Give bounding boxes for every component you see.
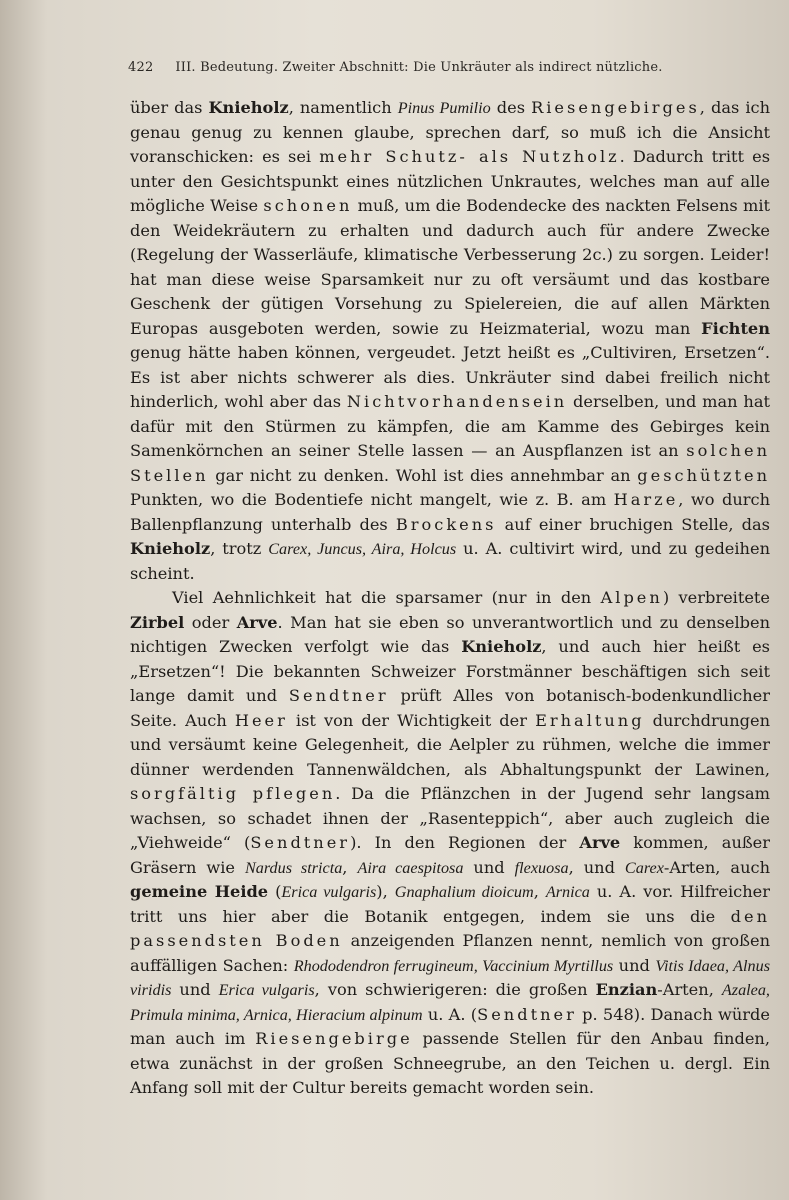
term-zirbel: Zirbel: [130, 612, 185, 632]
text-run: derselben, und man hat dafür mit den Stürmen zu kämpfen, die am Kamme des Gebirges kein Samenkörnchen an seiner Stelle lassen — an Auspflanzen ist an: [130, 392, 770, 460]
text-run: prüft Alles von botanisch-bodenkundlicher Seite. Auch: [130, 686, 770, 730]
place-name: Harze: [613, 490, 679, 509]
text-run: ,: [342, 857, 358, 877]
text-run: , trotz: [210, 539, 269, 558]
latin-name: Arnica: [545, 883, 590, 901]
text-run: -Arten, auch: [663, 857, 770, 877]
text-run: gar nicht zu denken. Wohl ist dies annehmbar an: [208, 465, 638, 485]
place-name: Riesengebirge: [255, 1029, 413, 1048]
text-run: , von schwierigeren: die großen: [314, 980, 596, 999]
text-run: Punkten, wo die Bodentiefe nicht mangelt, wie z. B. am: [130, 490, 614, 509]
text-run: passende Stellen für den Anbau finden, etwa zunächst in der großen Schneegrube, an den Teichen u. dergl. Ein Anfang soll mit der Cultur bereits gemacht worden sein.: [130, 1029, 770, 1097]
term-arve: Arve: [236, 612, 278, 632]
text-run: und: [463, 857, 515, 877]
latin-name: flexuosa: [514, 858, 569, 877]
running-title: III. Bedeutung. Zweiter Abschnitt: Die Unkräuter als indirect nützliche.: [175, 60, 663, 75]
author-name: Sendtner: [250, 833, 351, 852]
text-run: und: [613, 955, 656, 975]
latin-name: Erica vulgaris: [281, 883, 377, 901]
text-run: , das ich genau genug zu kennen glaube, sprechen darf, so muß ich die Ansicht voranschicken: es sei: [130, 98, 770, 166]
text-run: Viel Aehnlichkeit hat die sparsamer (nur in den: [172, 588, 601, 607]
latin-name: Erica vulgaris: [218, 981, 315, 999]
author-name: Heer: [234, 710, 288, 730]
latin-name: Azalea, Primula minima, Arnica, Hieracium alpinum: [130, 981, 770, 1024]
page-number: 422: [128, 60, 154, 75]
running-header: [128, 60, 698, 75]
text-run: . Dadurch tritt es unter den Gesichtspunkt eines nützlichen Unkrautes, welches man auf alle mögliche Weise: [130, 147, 771, 215]
text-run: auf einer bruchigen Stelle, das: [496, 514, 770, 534]
text-run: , und: [568, 857, 625, 877]
text-run: ) verbreitete: [662, 588, 770, 607]
place-name: Riesengebirges: [531, 98, 700, 117]
text-run: . Man hat sie eben so unverantwortlich und zu denselben nichtigen Zwecken verfolgt wie das: [130, 612, 770, 656]
text-run: u. A. vor. Hilfreicher tritt uns hier aber die Botanik entgegen, indem sie uns die: [130, 882, 770, 926]
text-run: p. 548). Danach würde man auch im: [130, 1004, 770, 1048]
text-run: und: [171, 980, 219, 999]
text-run: kommen, außer Gräsern wie: [130, 833, 771, 877]
text-run: muß, um die Bodendecke des nackten Felsens mit den Weidekräutern zu erhalten und dadurch auch für andere Zwecke (Regelung der Wasserläufe, klimatische Verbesserung 2c.) zu sorgen. Leider! hat man diese weise Sparsamkeit nur zu oft versäumt und das kostbare Geschenk der gütigen Vorsehung zu Spielereien, die auf allen Märkten Europas ausgeboten werden, sowie zu Heizmaterial, wozu man: [130, 196, 770, 338]
page-body: [130, 96, 770, 1101]
paragraph-2: [130, 586, 770, 1101]
author-name: Sendtner: [288, 686, 389, 705]
text-run: , namentlich: [288, 98, 398, 117]
term-arve: Arve: [579, 833, 621, 852]
emphasis: schonen: [263, 196, 353, 215]
latin-name: Aira caespitosa: [357, 858, 464, 877]
emphasis: mehr Schutz- als Nutzholz: [319, 147, 620, 166]
text-run: . Da die Pflänzchen in der Jugend sehr langsam wachsen, so schadet ihnen der „Rasenteppich“, aber auch zugleich die „Viehweide“ (: [130, 784, 771, 852]
text-run: ),: [376, 882, 395, 901]
text-run: über das: [130, 98, 209, 117]
latin-name: Carex, Juncus, Aira, Holcus: [268, 540, 457, 558]
latin-name: Rhododendron ferrugineum, Vaccinium Myrtillus: [293, 956, 614, 975]
latin-name: Vitis Idaea, Alnus viridis: [130, 956, 770, 999]
text-run: ,: [533, 882, 546, 901]
latin-name: Pinus Pumilio: [397, 99, 491, 117]
emphasis: sorgfältig pflegen: [130, 784, 336, 803]
emphasis: Nichtvorhandensein: [346, 392, 568, 411]
place-name: Brockens: [395, 514, 497, 534]
text-run: u. A. cultivirt wird, und zu gedeihen scheint.: [130, 539, 770, 583]
latin-name: Gnaphalium dioicum: [394, 883, 534, 901]
emphasis: solchen Stellen: [130, 441, 770, 485]
text-run: (: [268, 882, 282, 901]
term-fichten: Fichten: [701, 318, 770, 338]
text-run: , wo durch Ballenpflanzung unterhalb des: [130, 490, 770, 534]
text-run: , und auch hier heißt es „Ersetzen“! Die bekannten Schweizer Forstmänner beschäftigen sich seit lange damit und: [130, 637, 770, 705]
term-knieholz: Knieholz: [208, 98, 289, 117]
text-run: ist von der Wichtigkeit der: [287, 710, 536, 730]
place-name: Alpen: [600, 588, 663, 607]
text-run: ). In den Regionen der: [350, 833, 580, 852]
text-run: u. A. (: [422, 1004, 478, 1024]
text-run: oder: [184, 612, 237, 632]
emphasis: den passendsten Boden: [130, 906, 770, 950]
text-run: durchdrungen und versäumt keine Gelegenheit, die Aelpler zu rühmen, welche die immer dünner werdenden Tannenwäldchen, als Abhaltungspunkt der Lawinen,: [130, 710, 770, 779]
latin-name: Nardus stricta: [244, 858, 343, 877]
text-run: -Arten,: [657, 980, 722, 999]
paragraph-1: [130, 96, 770, 586]
term-gemeine-heide: gemeine Heide: [130, 882, 269, 901]
author-name: Sendtner: [477, 1004, 577, 1024]
text-run: des: [490, 98, 532, 117]
text-run: genug hätte haben können, vergeudet. Jetzt heißt es „Cultiviren, Ersetzen“. Es ist aber nichts schwerer als dies. Unkräuter sind dabei freilich nicht hinderlich, wohl aber das: [130, 343, 770, 411]
term-enzian: Enzian: [595, 980, 658, 999]
text-run: anzeigenden Pflanzen nennt, nemlich von großen auffälligen Sachen:: [130, 931, 770, 975]
latin-name: Carex: [624, 858, 664, 877]
term-knieholz: Knieholz: [461, 637, 542, 656]
term-knieholz: Knieholz: [130, 539, 211, 558]
emphasis: Erhaltung: [535, 710, 645, 730]
emphasis: geschützten: [637, 465, 770, 485]
